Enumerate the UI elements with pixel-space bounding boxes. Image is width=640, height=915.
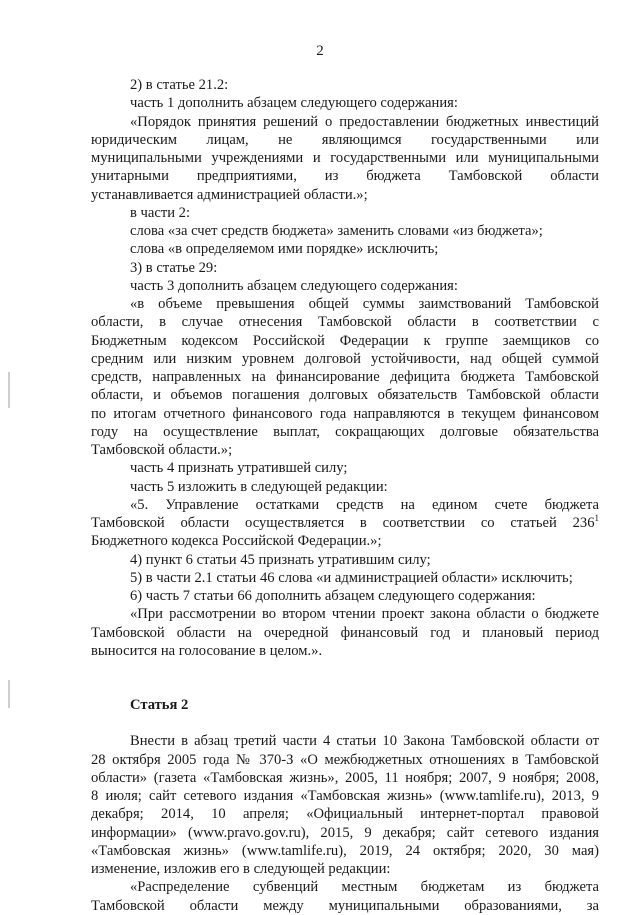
text-line: 2) в статье 21.2:	[130, 77, 229, 93]
text-line: Внести в абзац третий части 4 статьи 10 Закона Тамбовской области от	[130, 733, 599, 750]
text-line: выносится на голосование в целом.».	[91, 642, 323, 659]
text-line: часть 1 дополнить абзацем следующего содержания:	[130, 95, 458, 112]
text-line: унитарными предприятиями, из бюджета Тамбовской области	[91, 168, 599, 185]
text-line: «Распределение субвенций местным бюджетам из бюджета	[130, 879, 599, 896]
text-line: слова «за счет средств бюджета» заменить словами «из бюджета»;	[130, 223, 543, 239]
text-line: муниципальными учреждениями и государственными или муниципальными	[91, 150, 599, 166]
text-fragment: Тамбовской области осуществляется в соответствии со статьей 236	[91, 515, 595, 531]
text-line: изменение, изложив его в следующей редакции:	[91, 861, 391, 877]
text-line: 4) пункт 6 статьи 45 признать утратившим силу;	[130, 551, 431, 568]
text-line: 5) в части 2.1 статьи 46 слова «и администрацией области» исключить;	[130, 569, 573, 586]
text-line: Бюджетного кодекса Российской Федерации.»;	[91, 533, 382, 550]
article-heading: Статья 2	[130, 697, 189, 713]
text-line: 28 октября 2005 года № 370-З «О межбюджетных отношениях в Тамбовской	[91, 751, 599, 768]
text-line: области, и объемов погашения долговых обязательств Тамбовской области	[91, 387, 599, 404]
text-line: по итогам отчетного финансового года направляются в текущем финансовом	[91, 405, 599, 422]
text-line: Тамбовской области между муниципальными образованиями, за	[91, 897, 599, 914]
text-line: области, в случае отнесения Тамбовской области в соответствии с	[91, 314, 599, 331]
text-line: «При рассмотрении во втором чтении проект закона области о бюджете	[130, 606, 599, 623]
text-line: области» (газета «Тамбовская жизнь», 2005, 11 ноября; 2007, 9 ноября; 2008,	[91, 769, 599, 786]
margin-mark-upper	[8, 372, 10, 408]
text-line: часть 3 дополнить абзацем следующего содержания:	[130, 277, 458, 294]
text-line: средним или низким уровнем долговой устойчивости, над общей суммой	[91, 350, 599, 367]
page-number: 2	[316, 43, 324, 59]
text-line: «5. Управление остатками средств на едином счете бюджета	[130, 496, 599, 513]
text-line: часть 4 признать утратившей силу;	[130, 460, 348, 477]
text-line: в части 2:	[130, 204, 191, 221]
text-line: Тамбовской области на очередной финансовый год и плановый период	[91, 624, 599, 641]
text-line: Тамбовской области.»;	[91, 442, 233, 458]
text-line: слова «в определяемом ими порядке» исключить;	[130, 241, 439, 258]
text-line: средств, направленных на финансирование дефицита бюджета Тамбовской	[91, 369, 599, 385]
text-line: декабря; 2014, 10 апреля; «Официальный интернет-портал правовой	[91, 806, 599, 823]
superscript: 1	[594, 513, 599, 523]
text-line: «Тамбовская жизнь» (www.tamlife.ru), 2019, 24 октября; 2020, 30 мая)	[91, 842, 599, 859]
spacer	[91, 714, 599, 732]
text-line: часть 5 изложить в следующей редакции:	[130, 478, 388, 495]
text-line: информации» (www.pravo.gov.ru), 2015, 9 декабря; сайт сетевого издания	[91, 824, 599, 841]
text-line: 3) в статье 29:	[130, 259, 218, 276]
text-line: 6) часть 7 статьи 66 дополнить абзацем следующего содержания:	[130, 588, 536, 604]
text-line: устанавливается администрацией области.»;	[91, 186, 368, 203]
spacer	[91, 660, 599, 696]
text-line: Бюджетным кодексом Российской Федерации к группе заемщиков со	[91, 332, 599, 349]
margin-mark-lower	[8, 680, 10, 708]
text-line: 8 июля; сайт сетевого издания «Тамбовская жизнь» (www.tamlife.ru), 2013, 9	[91, 788, 599, 804]
text-line: юридическим лицам, не являющимся государственными или	[91, 131, 599, 148]
text-line: «в объеме превышения общей суммы заимствований Тамбовской	[130, 296, 599, 312]
text-line-with-superscript	[91, 514, 599, 532]
document-body	[91, 76, 599, 915]
text-line: «Порядок принятия решений о предоставлении бюджетных инвестиций	[130, 113, 599, 130]
text-line: году на осуществление выплат, сокращающих долговые обязательства	[91, 423, 599, 440]
